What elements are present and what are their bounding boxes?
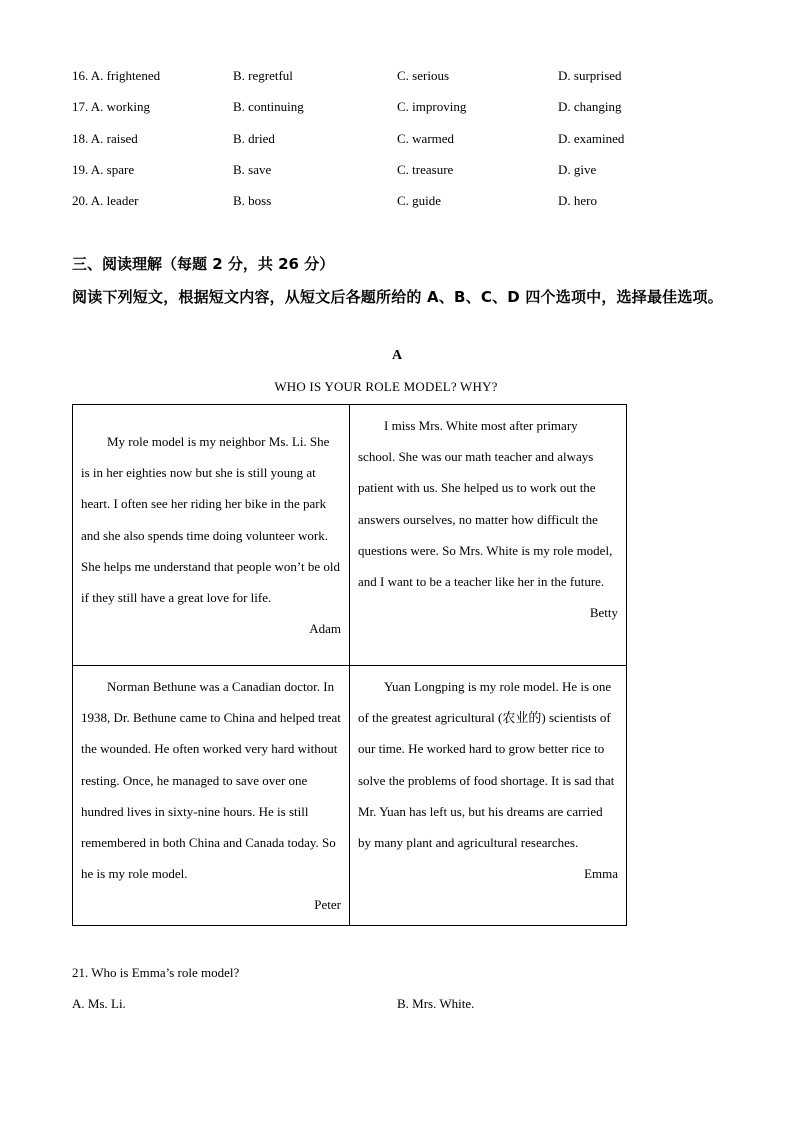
passage-label: A — [391, 348, 403, 363]
role-author-peter: Peter — [314, 897, 341, 913]
question-21-option-b[interactable]: B. Mrs. White. — [397, 996, 475, 1011]
role-cell-adam — [73, 405, 350, 666]
option-19-a: 19. A. spare — [72, 162, 135, 177]
option-17-d: D. changing — [558, 99, 622, 114]
option-row-16 — [72, 66, 752, 86]
role-text-betty: I miss Mrs. White most after primary school. She was our math teacher and always patient with us. She helped us to work out the answers ourselves, no matter how difficult the questions were. So Mrs. White is my role model, and I want to be a teacher like her in the future. — [358, 418, 613, 590]
role-author-adam: Adam — [309, 621, 341, 637]
option-19-c: C. treasure — [397, 162, 454, 177]
question-21-option-a[interactable]: A. Ms. Li. — [72, 996, 126, 1011]
option-19-d: D. give — [558, 162, 597, 177]
option-18-a: 18. A. raised — [72, 131, 138, 146]
option-20-a: 20. A. leader — [72, 193, 139, 208]
section-title: 三、阅读理解（每题 2 分，共 26 分） — [72, 255, 335, 273]
option-20-c: C. guide — [397, 193, 442, 208]
option-17-b: B. continuing — [233, 99, 304, 114]
role-cell-peter — [73, 666, 350, 926]
option-row-18 — [72, 129, 752, 149]
option-18-b: B. dried — [233, 131, 275, 146]
option-16-a: 16. A. frightened — [72, 68, 161, 83]
option-row-20 — [72, 191, 752, 211]
role-text-adam: My role model is my neighbor Ms. Li. She is in her eighties now but she is still young at heart. I often see her riding her bike in the park and she also spends time doing volunteer work. She helps me understand that people won’t be old if they still have a great love for life. — [81, 434, 340, 606]
question-21: 21. Who is Emma’s role model? — [72, 965, 240, 980]
option-17-a: 17. A. working — [72, 99, 150, 114]
role-text-emma: Yuan Longping is my role model. He is one of the greatest agricultural (农业的) scientists of our time. He worked hard to grow better rice to solve the problems of food shortage. It is sad that Mr. Yuan has left us, but his dreams are carried by many plant and agricultural researches. — [358, 679, 615, 851]
option-20-d: D. hero — [558, 193, 597, 208]
option-16-b: B. regretful — [233, 68, 293, 83]
section-instructions: 阅读下列短文，根据短文内容，从短文后各题所给的 A、B、C、D 四个选项中，选择最佳选项。 — [72, 288, 723, 306]
role-cell-betty — [350, 405, 627, 666]
passage-heading: WHO IS YOUR ROLE MODEL? WHY? — [274, 379, 498, 394]
option-17-c: C. improving — [397, 99, 467, 114]
role-author-betty: Betty — [589, 605, 618, 621]
role-cell-emma — [350, 666, 627, 926]
option-20-b: B. boss — [233, 193, 272, 208]
role-author-emma: Emma — [584, 866, 618, 882]
option-18-d: D. examined — [558, 131, 625, 146]
option-16-d: D. surprised — [558, 68, 622, 83]
role-model-table — [72, 404, 627, 926]
option-row-19 — [72, 160, 752, 180]
role-text-peter: Norman Bethune was a Canadian doctor. In 1938, Dr. Bethune came to China and helped treat the wounded. He often worked very hard without resting. Once, he managed to save over one hundred lives in sixty-nine hours. He is still remembered in both China and Canada today. So he is my role model. — [81, 679, 341, 882]
option-16-c: C. serious — [397, 68, 449, 83]
option-row-17 — [72, 97, 752, 117]
option-18-c: C. warmed — [397, 131, 455, 146]
option-19-b: B. save — [233, 162, 272, 177]
